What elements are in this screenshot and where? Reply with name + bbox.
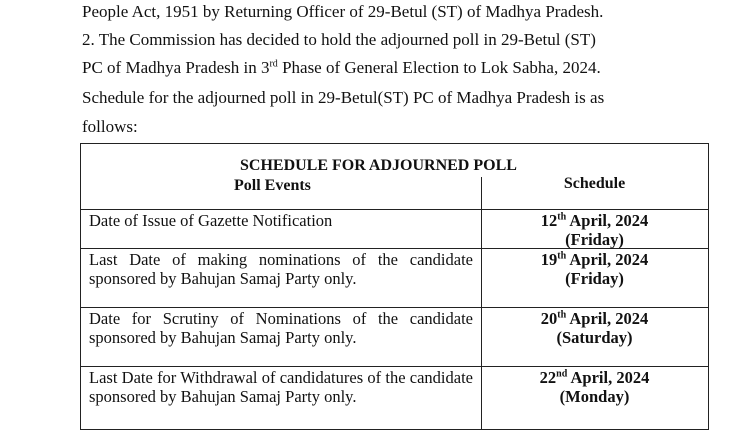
date-row-3 (482, 309, 707, 328)
line3-text-b: Phase of General Election to Lok Sabha, 2024. (277, 58, 601, 77)
table-title: SCHEDULE FOR ADJOURNED POLL (240, 157, 517, 174)
paragraph-line-2: 2. The Commission has decided to hold the adjourned poll in 29-Betul (ST) (82, 30, 596, 49)
weekday-row-3: (Saturday) (556, 328, 633, 347)
schedule-row-4 (482, 368, 707, 406)
row-divider-1 (81, 209, 708, 210)
schedule-row-1 (482, 211, 707, 249)
weekday-row-1: (Friday) (565, 230, 624, 249)
event-row-2: Last Date of making nominations of the candidate sponsored by Bahujan Samaj Party only. (89, 250, 473, 288)
event-row-1: Date of Issue of Gazette Notification (89, 211, 333, 230)
date-row-1 (482, 211, 707, 230)
date-row-2 (482, 250, 707, 269)
date-suffix-4: nd (556, 368, 568, 380)
date-suffix-1: th (557, 211, 567, 223)
paragraph-line-3 (82, 58, 601, 78)
line3-text-a: PC of Madhya Pradesh in 3 (82, 58, 270, 77)
date-day-2: 19 (540, 250, 558, 269)
row-divider-4 (81, 366, 708, 367)
date-suffix-3: th (557, 309, 567, 321)
date-month-1: April, 2024 (566, 211, 649, 230)
paragraph-line-4: Schedule for the adjourned poll in 29-Betul(ST) PC of Madhya Pradesh is as (82, 88, 605, 107)
weekday-row-2: (Friday) (565, 269, 624, 288)
header-poll-events: Poll Events (234, 177, 311, 194)
row-divider-3 (81, 307, 708, 308)
event-row-4: Last Date for Withdrawal of candidatures of the candidate sponsored by Bahujan Samaj Party only. (89, 368, 473, 406)
date-day-1: 12 (540, 211, 558, 230)
line3-superscript: rd (269, 58, 278, 70)
schedule-row-3 (482, 309, 707, 347)
date-day-4: 22 (539, 368, 557, 387)
header-schedule: Schedule (563, 175, 626, 192)
weekday-row-4: (Monday) (559, 387, 630, 406)
date-month-3: April, 2024 (566, 309, 649, 328)
date-row-4 (482, 368, 707, 387)
date-month-2: April, 2024 (566, 250, 649, 269)
paragraph-line-1: People Act, 1951 by Returning Officer of 29-Betul (ST) of Madhya Pradesh. (82, 2, 604, 21)
date-day-3: 20 (540, 309, 558, 328)
schedule-row-2 (482, 250, 707, 288)
schedule-table (80, 143, 709, 430)
paragraph-line-5: follows: (82, 117, 138, 136)
date-suffix-2: th (557, 250, 567, 262)
date-month-4: April, 2024 (567, 368, 650, 387)
event-row-3: Date for Scrutiny of Nominations of the candidate sponsored by Bahujan Samaj Party only. (89, 309, 473, 347)
